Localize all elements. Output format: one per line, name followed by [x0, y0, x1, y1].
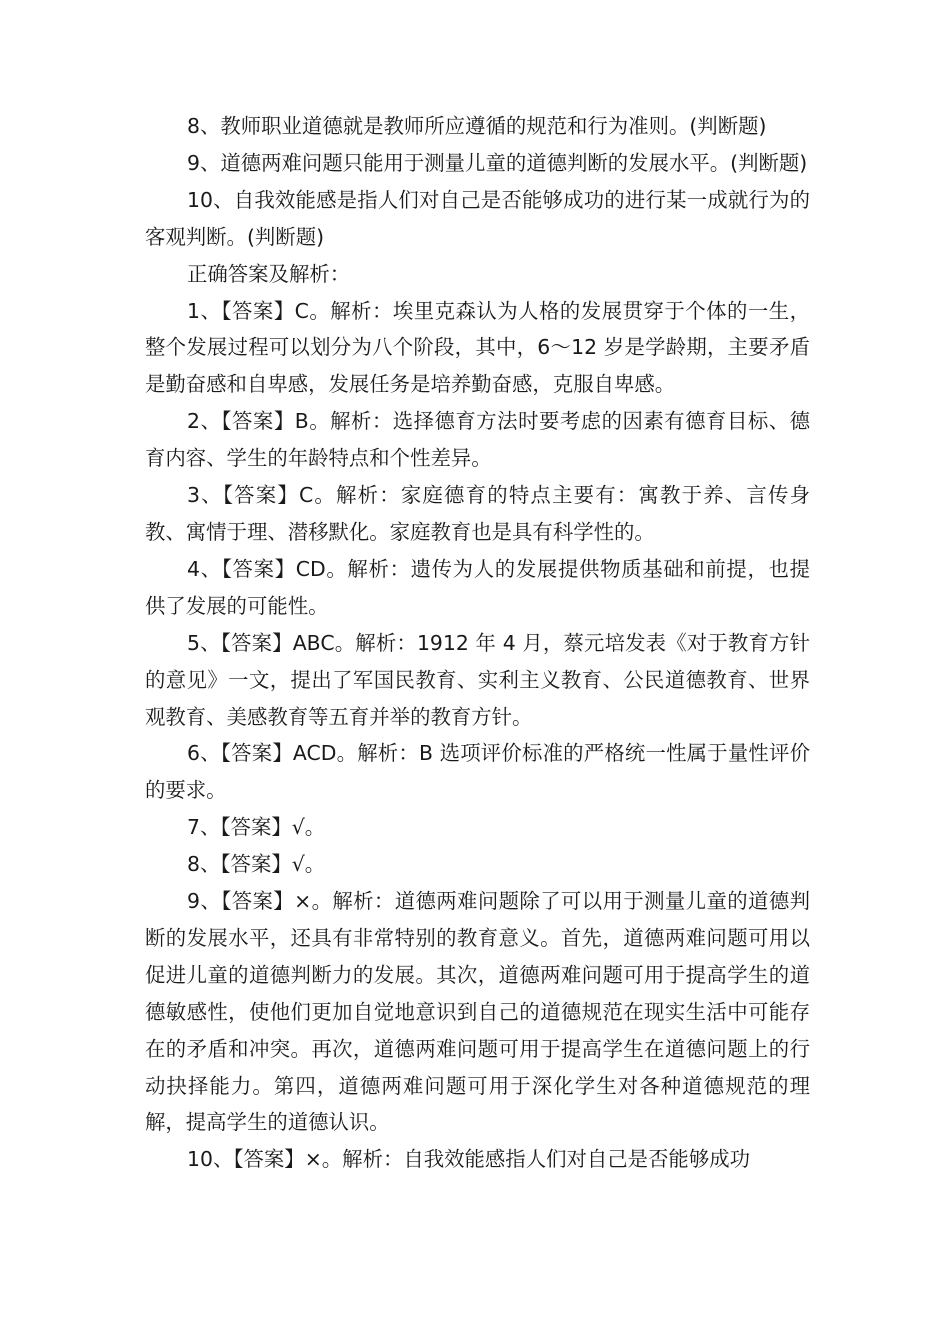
question-10: 10、自我效能感是指人们对自己是否能够成功的进行某一成就行为的客观判断。(判断题)	[145, 187, 810, 249]
answer-1: 1、【答案】C。解析：埃里克森认为人格的发展贯穿于个体的一生，整个发展过程可以划分为八个阶段，其中，6～12 岁是学龄期，主要矛盾是勤奋感和自卑感，发展任务是培养勤奋感，克服自卑感。	[145, 298, 810, 397]
answer-8: 8、【答案】√。	[187, 852, 326, 877]
answer-5: 5、【答案】ABC。解析：1912 年 4 月，蔡元培发表《对于教育方针的意见》一文，提出了军国民教育、实利主义教育、公民道德教育、世界观教育、美感教育等五育并举的教育方针。	[145, 630, 810, 729]
answer-4: 4、【答案】CD。解析：遗传为人的发展提供物质基础和前提，也提供了发展的可能性。	[145, 556, 810, 618]
answer-2: 2、【答案】B。解析：选择德育方法时要考虑的因素有德育目标、德育内容、学生的年龄特点和个性差异。	[145, 409, 810, 471]
answer-7: 7、【答案】√。	[187, 815, 326, 840]
answer-10: 10、【答案】×。解析：自我效能感指人们对自己是否能够成功	[187, 1147, 750, 1172]
answer-3: 3、【答案】C。解析：家庭德育的特点主要有：寓教于养、言传身教、寓情于理、潜移默化。家庭教育也是具有科学性的。	[145, 483, 810, 544]
answer-9: 9、【答案】×。解析：道德两难问题除了可以用于测量儿童的道德判断的发展水平，还具有非常特别的教育意义。首先，道德两难问题可用以促进儿童的道德判断力的发展。其次，道德两难问题可用于提高学生的道德敏感性，使他们更加自觉地意识到自己的道德规范在现实生活中可能存在的矛盾和冲突。再次，道德两难问题可用于提高学生在道德问题上的行动抉择能力。第四，道德两难问题可用于深化学生对各种道德规范的理解，提高学生的道德认识。	[145, 889, 810, 1135]
question-8: 8、教师职业道德就是教师所应遵循的规范和行为准则。(判断题)	[187, 114, 767, 138]
answer-6: 6、【答案】ACD。解析：B 选项评价标准的严格统一性属于量性评价的要求。	[145, 741, 810, 803]
answers-heading: 正确答案及解析：	[187, 261, 351, 286]
document-page	[145, 108, 810, 1178]
question-9: 9、道德两难问题只能用于测量儿童的道德判断的发展水平。(判断题)	[187, 150, 808, 175]
